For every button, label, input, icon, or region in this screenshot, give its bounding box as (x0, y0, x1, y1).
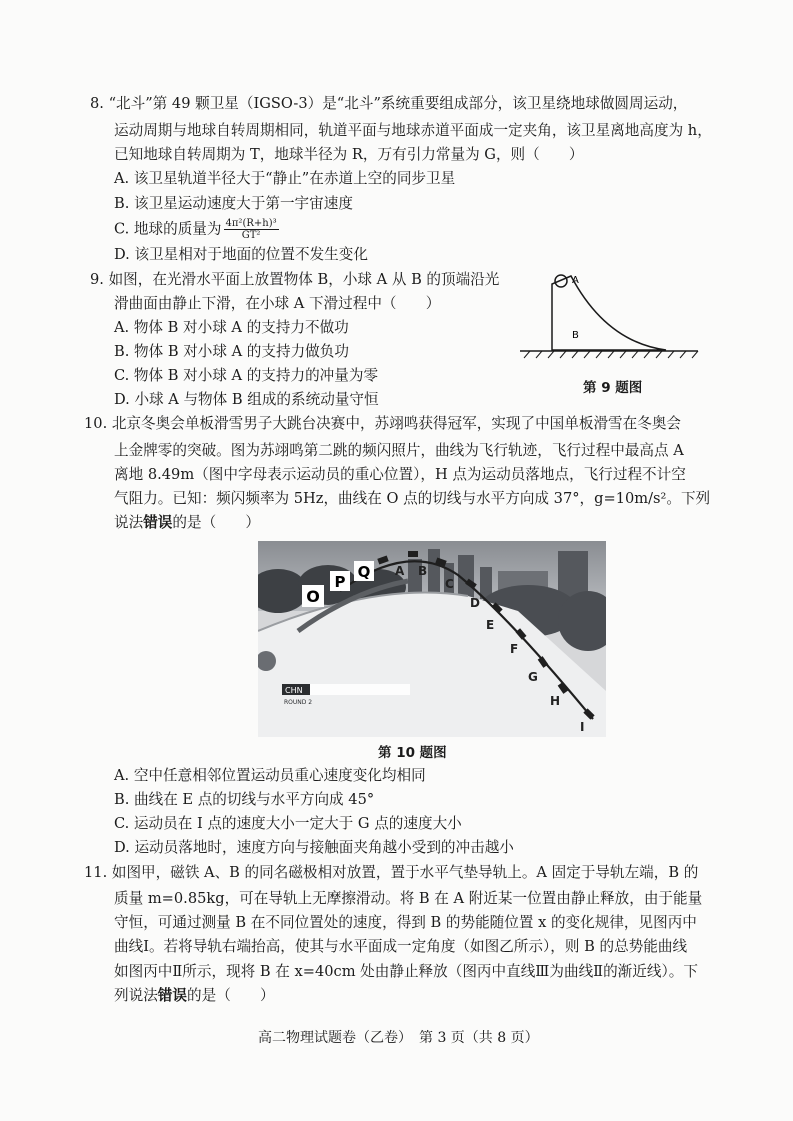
q11-last-prefix: 列说法 (114, 987, 158, 1004)
fraction-denominator: GT² (241, 230, 261, 241)
q10-figure-caption: 第 10 题图 (378, 745, 447, 761)
q10-keyword-wrong: 错误 (143, 514, 173, 531)
broadcast-round: ROUND 2 (284, 699, 313, 706)
q11-stem-line-2: 质量 m=0.85kg，可在导轨上无摩擦滑动。将 B 在 A 附近某一位置由静止释放，由于能量 (114, 890, 703, 907)
broadcast-country: CHN (285, 686, 303, 695)
q11-stem-line-3: 守恒，可通过测量 B 在不同位置处的速度，得到 B 的势能随位置 x 的变化规律，见图丙中 (114, 914, 697, 931)
photo-label-e: E (486, 618, 495, 632)
photo-label-f: F (510, 642, 519, 656)
q8-stem-line-3: 已知地球自转周期为 T，地球半径为 R，万有引力常量为 G，则（ ） (114, 146, 584, 163)
q9-figure (516, 266, 702, 394)
q9-option-a: A. 物体 B 对小球 A 的支持力不做功 (114, 319, 349, 336)
q10-option-d: D. 运动员落地时，速度方向与接触面夹角越小受到的冲击越小 (114, 839, 514, 856)
q11-stem-line-5: 如图丙中Ⅱ所示，现将 B 在 x=40cm 处由静止释放（图丙中直线Ⅲ为曲线Ⅱ的渐近线）。下 (114, 963, 698, 980)
q10-last-suffix: 的是（ ） (172, 514, 260, 531)
photo-label-g: G (528, 670, 538, 684)
q9-stem-line-1: 9. 如图，在光滑水平面上放置物体 B，小球 A 从 B 的顶端沿光 (90, 271, 500, 288)
photo-label-i: I (580, 720, 585, 734)
page-footer: 高二物理试题卷（乙卷） 第 3 页（共 8 页） (258, 1030, 539, 1046)
q10-stem-line-1: 10. 北京冬奥会单板滑雪男子大跳台决赛中，苏翊鸣获得冠军，实现了中国单板滑雪在冬奥会 (84, 415, 682, 432)
photo-label-a: A (395, 564, 405, 578)
q8-stem-line-2: 运动周期与地球自转周期相同，轨道平面与地球赤道平面成一定夹角，该卫星离地高度为 h， (114, 122, 712, 139)
photo-label-h: H (550, 694, 561, 708)
label-b: B (572, 330, 579, 341)
q10-stem-line-5 (114, 513, 260, 533)
photo-label-q: Q (357, 563, 371, 581)
q9-stem-line-2: 滑曲面由静止下滑，在小球 A 下滑过程中（ ） (114, 295, 441, 312)
q8-stem-line-1: 8. “北斗”第 49 颗卫星（IGSO-3）是“北斗”系统重要组成部分，该卫星绕地球做圆周运动， (90, 95, 688, 112)
q10-stem-line-4: 气阻力。已知：频闪频率为 5Hz，曲线在 O 点的切线与水平方向成 37°，g=10m/s²。下列 (114, 490, 711, 507)
q8-option-d: D. 该卫星相对于地面的位置不发生变化 (114, 246, 368, 263)
q11-stem-line-6 (114, 986, 275, 1006)
q9-figure-caption: 第 9 题图 (583, 380, 643, 396)
block-b (552, 276, 666, 350)
q11-stem-line-4: 曲线Ⅰ。若将导轨右端抬高，使其与水平面成一定角度（如图乙所示），则 B 的总势能曲线 (114, 938, 688, 955)
photo-label-c: C (445, 577, 454, 591)
photo-label-d: D (470, 596, 480, 610)
earth-mass-fraction (224, 218, 279, 241)
q9-option-b: B. 物体 B 对小球 A 的支持力做负功 (114, 343, 349, 360)
fraction-numerator: 4π²(R+h)³ (225, 218, 277, 229)
photo-label-o: O (306, 587, 320, 606)
q8-option-c (114, 218, 279, 241)
q9-option-d: D. 小球 A 与物体 B 组成的系统动量守恒 (114, 391, 379, 408)
q10-last-prefix: 说法 (114, 514, 144, 531)
q10-option-c: C. 运动员在 I 点的速度大小一定大于 G 点的速度大小 (114, 815, 462, 832)
q11-last-suffix: 的是（ ） (187, 987, 275, 1004)
q10-stem-line-2: 上金牌零的突破。图为苏翊鸣第二跳的频闪照片，曲线为飞行轨迹，飞行过程中最高点 A (114, 442, 684, 459)
ground-hatching (524, 351, 698, 358)
q11-keyword-wrong: 错误 (157, 987, 187, 1004)
q10-option-a: A. 空中任意相邻位置运动员重心速度变化均相同 (114, 767, 426, 784)
q10-strobe-photo (258, 541, 606, 737)
photo-label-b: B (418, 564, 428, 578)
q11-stem-line-1: 11. 如图甲，磁铁 A、B 的同名磁极相对放置，置于水平气垫导轨上。A 固定于导轨左端，B 的 (84, 864, 699, 881)
q10-stem-line-3: 离地 8.49m（图中字母表示运动员的重心位置），H 点为运动员落地点，飞行过程不计空 (114, 466, 686, 483)
q8-option-c-prefix: C. 地球的质量为 (114, 220, 222, 238)
q8-option-b: B. 该卫星运动速度大于第一宇宙速度 (114, 195, 353, 212)
q9-option-c: C. 物体 B 对小球 A 的支持力的冲量为零 (114, 367, 379, 384)
q8-option-a: A. 该卫星轨道半径大于“静止”在赤道上空的同步卫星 (114, 170, 456, 187)
q10-option-b: B. 曲线在 E 点的切线与水平方向成 45° (114, 791, 375, 808)
label-a: A (572, 275, 579, 286)
photo-label-p: P (334, 573, 346, 591)
